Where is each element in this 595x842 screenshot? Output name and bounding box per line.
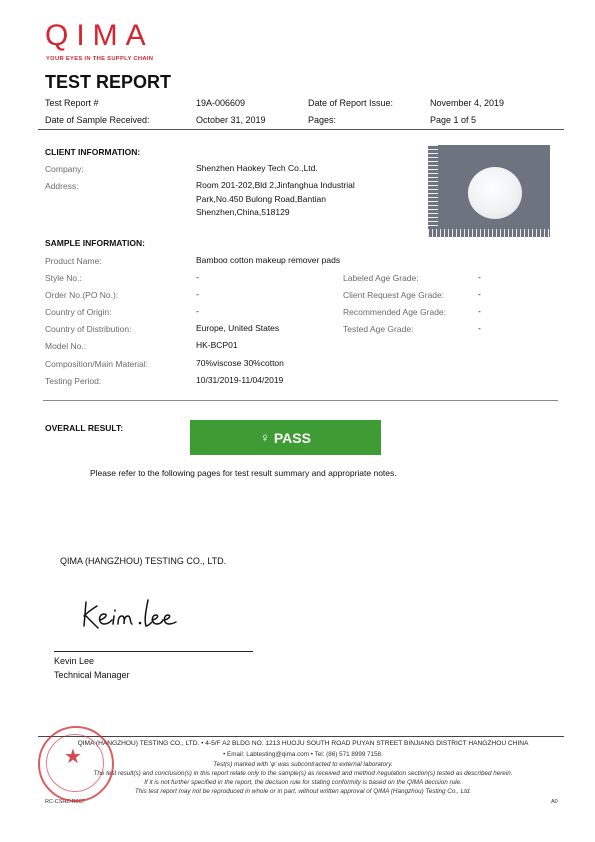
qima-logo: QIMA	[45, 19, 154, 52]
age-grade-value: -	[478, 272, 481, 282]
signature-image	[80, 592, 190, 634]
sample-divider	[43, 400, 558, 401]
sample-label: Country of Origin:	[45, 307, 112, 317]
issue-date-value: November 4, 2019	[430, 98, 505, 108]
sample-value: -	[196, 289, 199, 299]
sample-label: Style No.:	[45, 273, 82, 283]
footer-divider	[38, 736, 564, 737]
signer-name: Kevin Lee	[54, 656, 95, 666]
report-no-value: 19A-006609	[196, 98, 246, 108]
age-grade-label: Labeled Age Grade:	[343, 273, 419, 283]
pass-badge	[190, 420, 381, 455]
pages-value: Page 1 of 5	[430, 115, 477, 125]
sample-label: Country of Distribution:	[45, 324, 132, 334]
received-value: October 31, 2019	[196, 115, 266, 125]
logo-tagline: YOUR EYES IN THE SUPPLY CHAIN	[46, 56, 154, 62]
address-line: Park,No.450 Bulong Road,Bantian	[196, 193, 326, 204]
sample-heading: SAMPLE INFORMATION:	[45, 238, 145, 248]
revision-code: A0	[551, 799, 558, 805]
star-icon: ★	[64, 746, 82, 768]
sample-label: Order No.(PO No.):	[45, 290, 119, 300]
footer-note: Test(s) marked with 'φ' was subcontracted to external laboratory.	[213, 761, 393, 768]
footer-contact: • Email: Labtesting@qima.com • Tel: (86) 571 8999 7158.	[223, 751, 383, 758]
lab-company-name: QIMA (HANGZHOU) TESTING CO., LTD.	[60, 556, 227, 566]
address-label: Address:	[45, 181, 79, 191]
sample-label: Model No.:	[45, 341, 87, 351]
pass-text: PASS	[273, 429, 311, 446]
pages-label: Pages:	[308, 115, 337, 125]
sample-label: Composition/Main Material:	[45, 359, 148, 369]
report-no-label: Test Report #	[45, 98, 99, 108]
sample-value: HK-BCP01	[196, 340, 238, 350]
form-code: RC-CSHZ-R007	[45, 799, 85, 805]
page-title: TEST REPORT	[45, 72, 172, 92]
footer-address: QIMA (HANGZHOU) TESTING CO., LTD. • 4-5/F A2 BLDG NO. 1213 HUOJU SOUTH ROAD PUYAN STREET BINJIANG DISTRICT HANGZHOU CHINA	[77, 740, 529, 747]
sample-value: 10/31/2019-11/04/2019	[196, 375, 284, 385]
age-grade-value: -	[478, 323, 481, 333]
header-divider	[38, 129, 564, 130]
signer-title: Technical Manager	[54, 670, 130, 680]
age-grade-label: Tested Age Grade:	[343, 324, 414, 334]
sample-value: -	[196, 306, 199, 316]
footer-note: This test report may not be reproduced in whole or in part, without written approval of QIMA (Hangzhou) Testing Co., Ltd.	[134, 788, 472, 795]
sample-photo	[428, 145, 550, 237]
age-grade-value: -	[478, 289, 481, 299]
company-seal	[38, 726, 114, 802]
age-grade-label: Client Request Age Grade:	[343, 290, 445, 300]
age-grade-label: Recommended Age Grade:	[343, 307, 447, 317]
sample-label: Testing Period:	[45, 376, 102, 386]
age-grade-value: -	[478, 306, 481, 316]
received-label: Date of Sample Received:	[45, 115, 150, 125]
sample-value: -	[196, 272, 199, 282]
female-symbol-icon: ♀	[260, 430, 270, 445]
client-heading: CLIENT INFORMATION:	[45, 147, 141, 157]
company-label: Company:	[45, 164, 84, 174]
overall-result-label: OVERALL RESULT:	[45, 423, 124, 433]
address-line: Shenzhen,China,518129	[196, 207, 290, 217]
address-value	[196, 179, 355, 220]
sample-label: Product Name:	[45, 256, 102, 266]
address-line: Room 201-202,Bld 2,Jinfanghua Industrial	[196, 180, 355, 190]
ruler-horizontal	[428, 229, 550, 237]
sample-value: Europe, United States	[196, 323, 280, 333]
ruler-vertical	[428, 145, 438, 237]
cotton-pad-image	[468, 167, 522, 219]
issue-date-label: Date of Report Issue:	[308, 98, 394, 108]
footer-note: The test result(s) and conclusion(s) in this report relate only to the sample(s) as received and method /regulation section(s) tested as described herein.	[93, 770, 513, 777]
result-note: Please refer to the following pages for test result summary and appropriate notes.	[90, 468, 397, 478]
sample-value: 70%viscose 30%cotton	[196, 358, 284, 368]
footer-note: If it is not further specified in the report, the decision rule for stating conformity is based on the QIMA decision rule.	[144, 779, 462, 786]
sample-value: Bamboo cotton makeup remover pads	[196, 255, 341, 265]
company-value: Shenzhen Haokey Tech Co.,Ltd.	[196, 163, 318, 173]
signature-line	[54, 651, 253, 652]
